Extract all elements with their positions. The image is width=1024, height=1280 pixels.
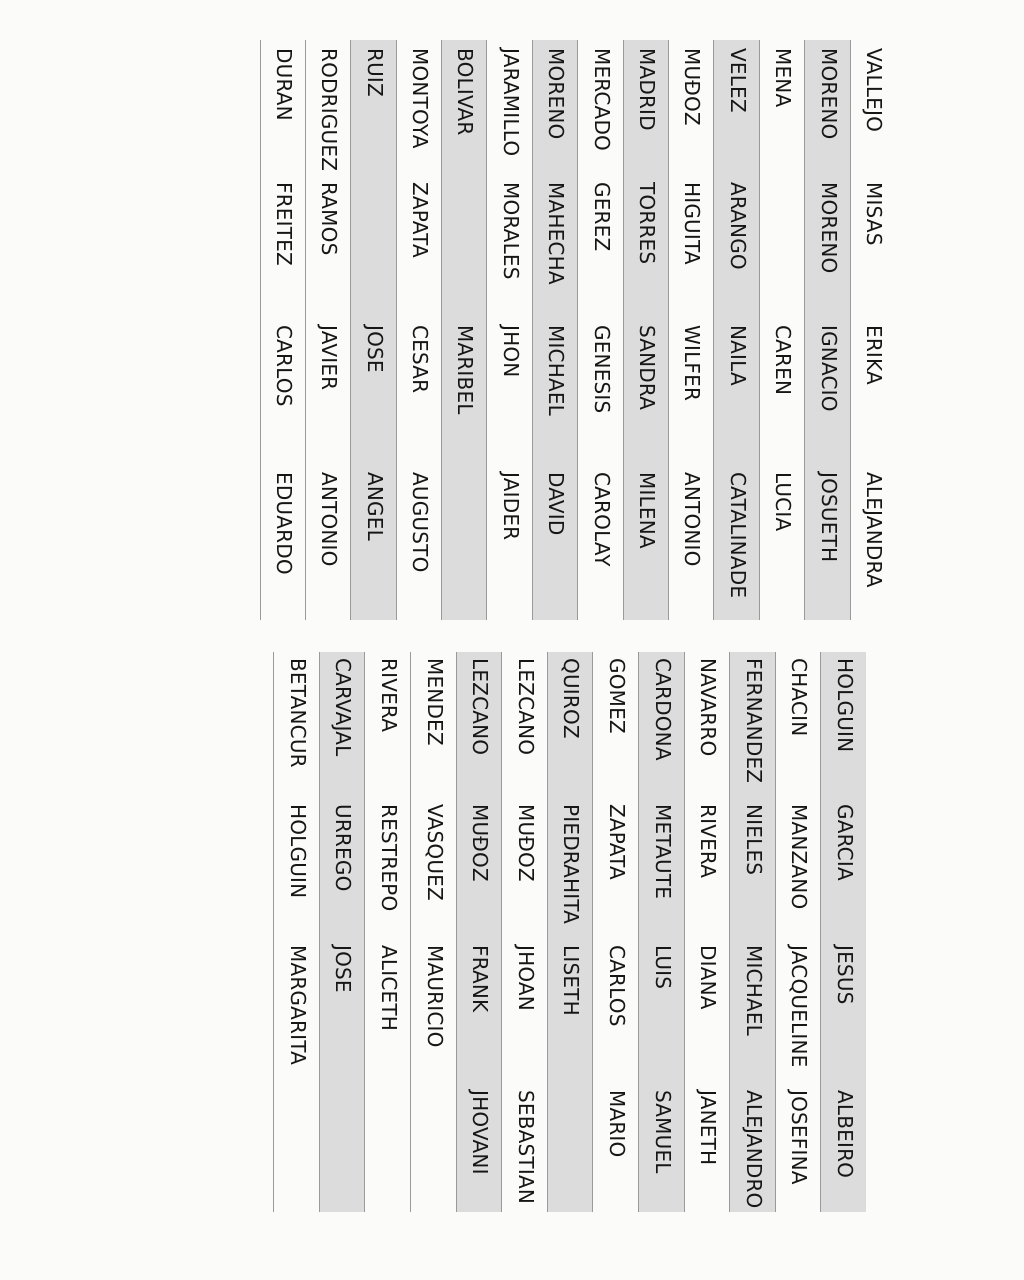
table-row	[260, 40, 305, 620]
name-cell: JOSEFINA	[787, 1090, 812, 1185]
name-cell: FREITEZ	[271, 182, 296, 266]
name-cell: LUIS	[650, 945, 675, 990]
name-cell: MONTOYA	[408, 48, 433, 149]
name-cell: JHON	[498, 325, 523, 378]
name-cell: ANGEL	[362, 472, 387, 541]
name-cell: JOSE	[362, 325, 387, 373]
name-cell: TORRES	[635, 182, 660, 265]
name-cell: FERNANDEZ	[741, 658, 766, 784]
name-cell: JHOVANI	[468, 1090, 493, 1175]
table-row	[364, 652, 410, 1212]
name-cell: MANZANO	[787, 804, 812, 910]
name-cell: ZAPATA	[605, 804, 630, 880]
table-row	[456, 652, 502, 1212]
name-cell: MERCADO	[589, 48, 614, 151]
table-row	[820, 652, 866, 1212]
name-cell: JARAMILLO	[498, 48, 523, 157]
name-cell: HOLGUIN	[285, 804, 310, 899]
name-cell: METAUTE	[650, 804, 675, 900]
name-cell: JOSE	[331, 945, 356, 993]
name-cell: MARGARITA	[285, 945, 310, 1065]
table-row	[547, 652, 593, 1212]
table-row	[623, 40, 668, 620]
name-cell: LEZCANO	[513, 658, 538, 756]
table-row	[441, 40, 486, 620]
name-cell: GOMEZ	[605, 658, 630, 734]
name-cell: BOLIVAR	[453, 48, 478, 136]
name-cell: GARCIA	[833, 804, 857, 881]
name-cell: MORALES	[498, 182, 523, 280]
name-cell: WILFER	[680, 325, 705, 402]
name-cell: EDUARDO	[271, 472, 296, 575]
name-cell: MUÐOZ	[680, 48, 705, 126]
table-row	[486, 40, 531, 620]
name-cell: JACQUELINE	[787, 945, 812, 1068]
name-cell: ANTONIO	[317, 472, 342, 567]
name-cell: JAVIER	[317, 325, 342, 391]
name-cell: MISAS	[862, 182, 886, 246]
right-names-table	[273, 652, 866, 1212]
name-cell: BETANCUR	[285, 658, 310, 768]
name-cell: MILENA	[635, 472, 660, 549]
name-cell: JOSUETH	[816, 472, 841, 563]
table-row	[729, 652, 775, 1212]
name-cell: MARIO	[605, 1090, 630, 1158]
table-row	[577, 40, 622, 620]
name-cell: ANTONIO	[680, 472, 705, 567]
name-cell: MUÐOZ	[513, 804, 538, 882]
name-cell: ALEJANDRA	[862, 472, 886, 588]
name-cell: MADRID	[635, 48, 660, 131]
table-row	[668, 40, 713, 620]
table-row	[319, 652, 365, 1212]
name-cell: PIEDRAHITA	[559, 804, 584, 925]
name-cell: JESUS	[833, 945, 857, 1005]
name-cell: URREGO	[331, 804, 356, 892]
name-cell: QUIROZ	[559, 658, 584, 739]
name-cell: DAVID	[544, 472, 569, 536]
name-cell: CARLOS	[271, 325, 296, 407]
name-cell: DIANA	[696, 945, 721, 1010]
name-cell: SANDRA	[635, 325, 660, 411]
name-cell: CHACIN	[787, 658, 812, 737]
name-cell: MAHECHA	[544, 182, 569, 285]
name-cell: ALBEIRO	[833, 1090, 857, 1179]
name-cell: MORENO	[816, 182, 841, 274]
name-cell: MARIBEL	[453, 325, 478, 415]
name-cell: LEZCANO	[468, 658, 493, 756]
name-cell: VALLEJO	[862, 48, 886, 133]
name-cell: RODRIGUEZ	[317, 48, 342, 172]
name-cell: MUÐOZ	[468, 804, 493, 882]
name-cell: MICHAEL	[544, 325, 569, 417]
left-names-table	[260, 40, 895, 620]
name-cell: MICHAEL	[741, 945, 766, 1037]
name-cell: GENESIS	[589, 325, 614, 414]
name-cell: AUGUSTO	[408, 472, 433, 573]
name-cell: CARDONA	[650, 658, 675, 761]
name-cell: MORENO	[816, 48, 841, 140]
name-cell: SEBASTIAN	[513, 1090, 538, 1204]
name-cell: LISETH	[559, 945, 584, 1016]
name-cell: MORENO	[544, 48, 569, 140]
table-row	[804, 40, 849, 620]
table-row	[501, 652, 547, 1212]
name-cell: RESTREPO	[377, 804, 402, 912]
name-cell: CAROLAY	[589, 472, 614, 567]
name-cell: CESAR	[408, 325, 433, 394]
name-cell: NIELES	[741, 804, 766, 876]
table-row	[850, 40, 895, 620]
table-row	[592, 652, 638, 1212]
name-cell: NAILA	[725, 325, 750, 386]
table-row	[396, 40, 441, 620]
name-cell: MENDEZ	[422, 658, 447, 746]
name-cell: ZAPATA	[408, 182, 433, 258]
name-cell: JANETH	[696, 1090, 721, 1166]
name-cell: RUIZ	[362, 48, 387, 97]
name-cell: CARVAJAL	[331, 658, 356, 757]
table-row	[759, 40, 804, 620]
name-cell: ERIKA	[862, 325, 886, 385]
table-row	[273, 652, 319, 1212]
name-cell: MAURICIO	[422, 945, 447, 1048]
name-cell: SAMUEL	[650, 1090, 675, 1174]
name-cell: ARANGO	[725, 182, 750, 270]
name-cell: RIVERA	[696, 804, 721, 879]
name-cell: HIGUITA	[680, 182, 705, 265]
name-cell: HOLGUIN	[833, 658, 857, 753]
table-row	[684, 652, 730, 1212]
name-cell: CATALINADE	[725, 472, 750, 599]
table-row	[638, 652, 684, 1212]
name-cell: VASQUEZ	[422, 804, 447, 901]
name-cell: NAVARRO	[696, 658, 721, 757]
table-row	[350, 40, 395, 620]
name-cell: CARLOS	[605, 945, 630, 1027]
name-cell: ALICETH	[377, 945, 402, 1031]
name-cell: IGNACIO	[816, 325, 841, 412]
name-cell: MENA	[771, 48, 796, 108]
table-row	[775, 652, 821, 1212]
name-cell: VELEZ	[725, 48, 750, 113]
name-cell: ALEJANDRO	[741, 1090, 766, 1209]
name-cell: JHOAN	[513, 945, 538, 1011]
table-row	[532, 40, 577, 620]
name-cell: RIVERA	[377, 658, 402, 733]
table-row	[410, 652, 456, 1212]
name-cell: GEREZ	[589, 182, 614, 252]
table-row	[305, 40, 350, 620]
name-cell: RAMOS	[317, 182, 342, 256]
name-cell: DURAN	[271, 48, 296, 121]
name-cell: LUCIA	[771, 472, 796, 532]
name-cell: JAIDER	[498, 472, 523, 541]
name-cell: FRANK	[468, 945, 493, 1013]
table-row	[713, 40, 758, 620]
name-cell: CAREN	[771, 325, 796, 396]
